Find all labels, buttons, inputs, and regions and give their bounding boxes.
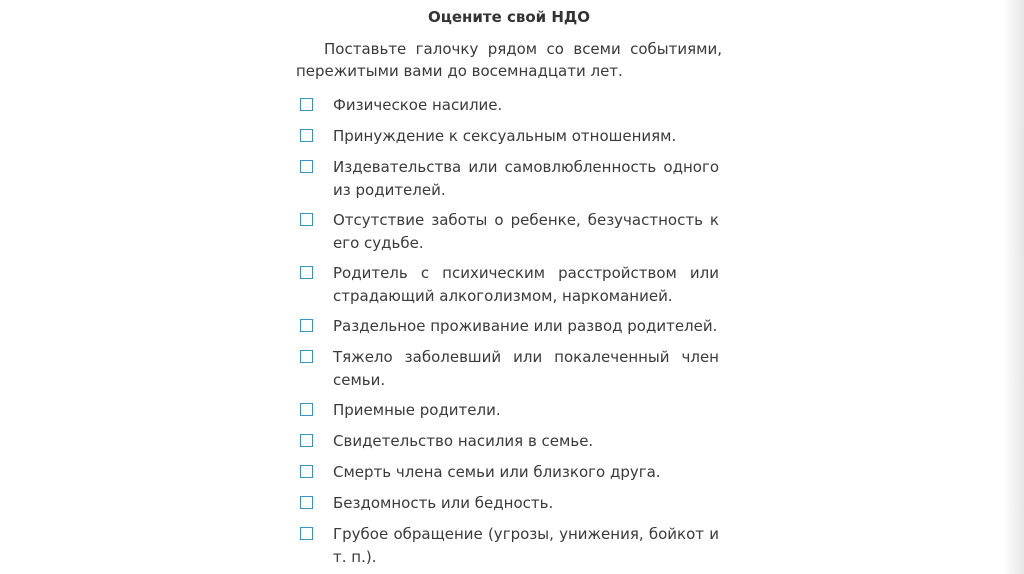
checkbox[interactable]	[300, 319, 313, 332]
slide-edge	[1002, 0, 1024, 574]
checklist-item-label: Тяжело заболевший или покалеченный член семьи.	[333, 348, 719, 389]
checkbox[interactable]	[300, 213, 313, 226]
checklist-item-label: Отсутствие заботы о ребенке, безучастность к его судьбе.	[333, 211, 719, 252]
checklist-item-label: Родитель с психическим расстройством или страдающий алкоголизмом, наркоманией.	[333, 264, 719, 305]
checklist-item-label: Свидетельство насилия в семье.	[333, 432, 594, 450]
checkbox[interactable]	[300, 403, 313, 416]
checkbox[interactable]	[300, 129, 313, 142]
checklist-item-label: Грубое обращение (угрозы, унижения, бойкот и т. п.).	[333, 525, 719, 566]
checkbox[interactable]	[300, 266, 313, 279]
checkbox[interactable]	[300, 98, 313, 111]
checklist-item-label: Физическое насилие.	[333, 96, 503, 114]
instructions-text: Поставьте галочку рядом со всеми событиями, пережитыми вами до восемнадцати лет.	[296, 40, 722, 80]
checkbox[interactable]	[300, 160, 313, 173]
checklist-item-label: Раздельное проживание или развод родителей.	[333, 317, 718, 335]
checklist-item-label: Смерть члена семьи или близкого друга.	[333, 463, 661, 481]
checkbox[interactable]	[300, 465, 313, 478]
checkbox[interactable]	[300, 350, 313, 363]
page-title: Оцените свой НДО	[427, 8, 591, 26]
checklist-item-label: Принуждение к сексуальным отношениям.	[333, 127, 677, 145]
checkbox[interactable]	[300, 527, 313, 540]
checkbox[interactable]	[300, 434, 313, 447]
checkbox[interactable]	[300, 496, 313, 509]
checklist-item-label: Бездомность или бедность.	[333, 494, 554, 512]
checklist-item-label: Приемные родители.	[333, 401, 501, 419]
checklist-item-label: Издевательства или самовлюбленность одного из родителей.	[333, 158, 719, 199]
